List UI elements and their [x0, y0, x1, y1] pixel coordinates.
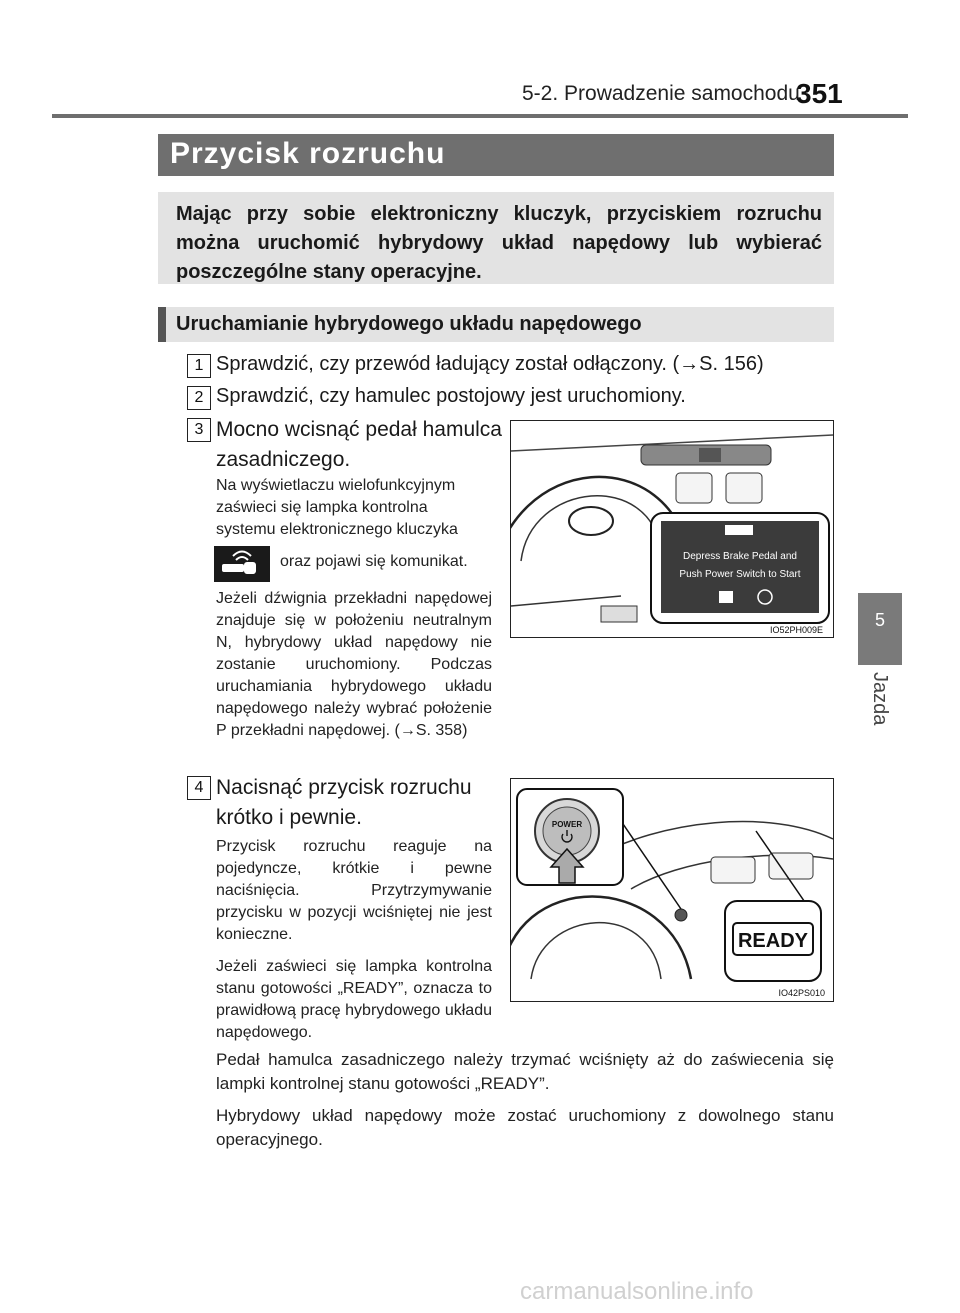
figure-code: IO42PS010	[778, 988, 825, 998]
step-number: 1	[187, 354, 211, 378]
chapter-number: 5	[874, 610, 885, 630]
note-line: zaświeci się lampka kontrolna	[216, 499, 428, 516]
note-text: Przycisk rozruchu reaguje na pojedyncze, krótkie i pewne naciśnięcia. Przytrzymywanie przycisku w pozycji wciśniętej nie jest konieczne.	[216, 838, 492, 943]
note-text: Jeżeli dźwignia przekładni napędowej znajduje się w położeniu neutralnym N, hybrydowy układ napędowy nie zostanie uruchomiony. Podczas uruchamiania hybrydowego układu napędowego należy wybrać położenie P przekładni napędowej. (→S. 358)	[216, 590, 492, 739]
paragraph: Hybrydowy układ napędowy może zostać uruchomiony z dowolnego stanu operacyjnego.	[216, 1106, 834, 1149]
intro-text: Mając przy sobie elektroniczny kluczyk, przyciskiem rozruchu można uruchomić hybrydowy układ napędowy lub wybierać poszczególne stany operacyjne.	[176, 203, 822, 283]
figure-dashboard-display	[510, 420, 834, 638]
note-line: systemu elektronicznego kluczyka	[216, 521, 458, 538]
chapter-label: Jazda	[869, 672, 891, 726]
smart-key-indicator-icon	[214, 546, 270, 582]
step-lead-line: krótko i pewnie.	[216, 806, 362, 829]
watermark: carmanualsonline.info	[520, 1278, 754, 1305]
step-number: 3	[187, 418, 211, 442]
ready-indicator-label: READY	[737, 930, 809, 952]
page-number: 351	[796, 78, 843, 109]
step-number: 2	[187, 386, 211, 410]
header-rule	[52, 114, 908, 118]
step-lead-line: zasadniczego.	[216, 448, 351, 471]
figure-power-switch	[510, 778, 834, 1002]
step-text: Sprawdzić, czy przewód ładujący został odłączony. (→S. 156)	[216, 353, 764, 375]
step-lead-line: Mocno wcisnąć pedał hamulca	[216, 418, 502, 441]
step-number: 4	[187, 776, 211, 800]
step-text: Sprawdzić, czy hamulec postojowy jest uruchomiony.	[216, 385, 686, 407]
note-text: Jeżeli zaświeci się lampka kontrolna stanu gotowości „READY”, oznacza to prawidłową pracę hybrydowego układu napędowego.	[216, 958, 492, 1041]
paragraph: Pedał hamulca zasadniczego należy trzymać wciśnięty aż do zaświecenia się lampki kontrolnej stanu gotowości „READY”.	[216, 1050, 834, 1093]
page-title: Przycisk rozruchu	[170, 137, 446, 170]
note-line: Na wyświetlaczu wielofunkcyjnym	[216, 477, 456, 494]
power-button-label: POWER	[551, 820, 583, 829]
figure-code: IO52PH009E	[769, 625, 823, 635]
display-message-line-2: Push Power Switch to Start	[679, 569, 801, 580]
step-lead-line: Nacisnąć przycisk rozruchu	[216, 776, 472, 799]
running-header: 5-2. Prowadzenie samochodu	[522, 82, 800, 105]
note-line: oraz pojawi się komunikat.	[280, 553, 468, 570]
subheading-accent	[158, 307, 166, 342]
display-message-line-1: Depress Brake Pedal and	[683, 551, 797, 562]
subheading: Uruchamianie hybrydowego układu napędowego	[176, 313, 642, 335]
